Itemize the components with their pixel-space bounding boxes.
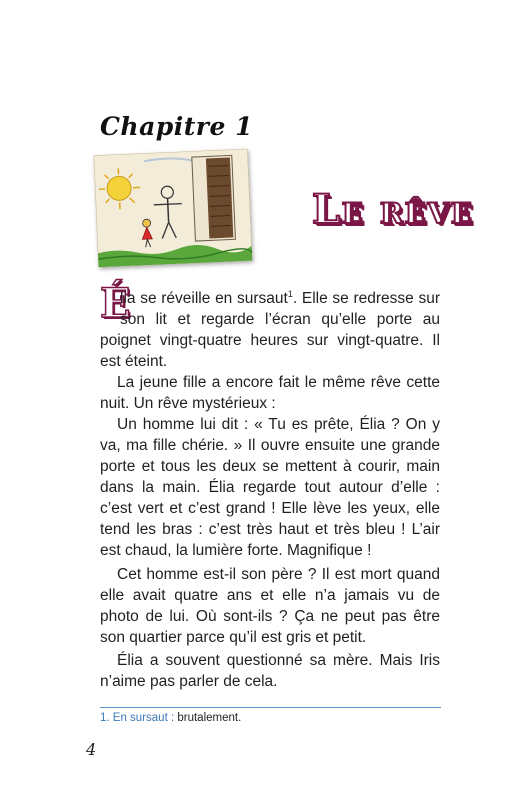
footnote-ref: 1 [287,288,293,299]
child-drawing-illustration [94,149,253,268]
footnote-term: En sursaut : [112,712,175,724]
paragraph-3: Un homme lui dit : « Tu es prête, Élia ? On y va, ma fille chérie. » Il ouvre ensuite une grande porte et tous les deux se mettent à courir, main dans la main. Élia regarde tout autour d’elle : c’est vert et c’est grand ! Elle lève les yeux, elle tend les bras : c’est très haut et très bleu ! L’air est chaud, la lumière forte. Magnifique ! [100,416,440,559]
chapter-title: Le rêve [312,186,474,233]
page-number: 4 [86,740,97,759]
footnote-divider [100,707,441,708]
paragraph-5: Élia a souvent questionné sa mère. Mais Iris n’aime pas parler de cela. [100,652,440,690]
chapter-label: Chapitre 1 [100,112,253,141]
paragraph-1-text-a: lia se réveille en sursaut [120,290,288,307]
paragraph-4: Cet homme est-il son père ? Il est mort quand elle avait quatre ans et elle n’a jamais vu de photo de lui. Où sont-ils ? Ça ne peut pas être son quartier parce qu’il est gris et petit. [100,566,440,646]
drop-cap: É [100,280,131,327]
paragraph-2: La jeune fille a encore fait le même rêve cette nuit. Un rêve mystérieux : [100,374,440,412]
paragraph-1-text-b: . Elle se redresse sur son lit et regarde l’écran qu’elle porte au poignet vingt-quatre heures sur vingt-quatre. Il est éteint. [100,290,440,370]
footnote [100,712,241,724]
paragraph-1 [100,280,440,372]
footnote-definition: brutalement. [174,712,242,724]
footnote-number: 1. [100,712,110,724]
